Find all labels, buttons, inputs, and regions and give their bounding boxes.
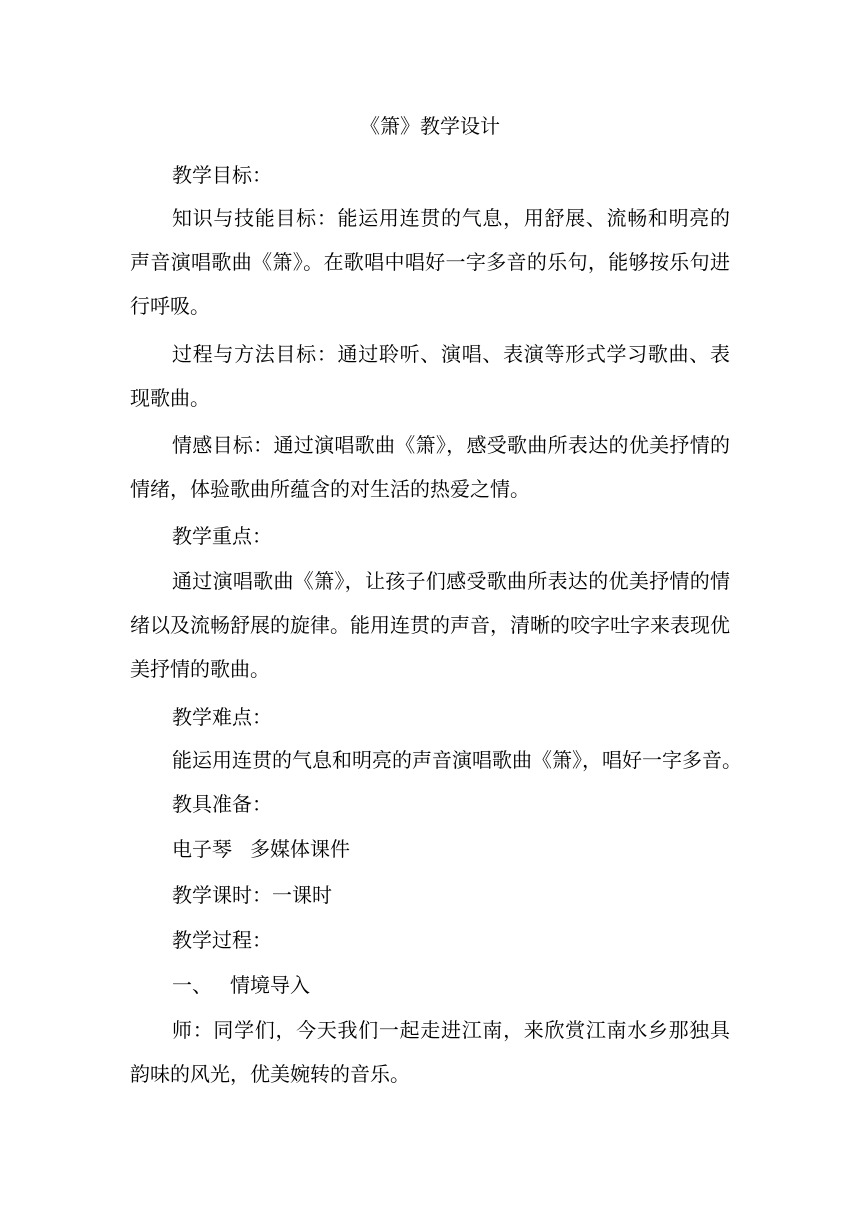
tools-heading: 教具准备： [172, 792, 272, 816]
tools-list [130, 827, 730, 871]
process-heading: 教学过程： [172, 928, 272, 952]
teacher-intro-text: 师：同学们，今天我们一起走进江南，来欣赏江南水乡那独具韵味的风光，优美婉转的音乐。 [130, 1018, 730, 1086]
keypoint-text: 通过演唱歌曲《箫》，让孩子们感受歌曲所表达的优美抒情的情绪以及流畅舒展的旋律。能用连贯的声音，清晰的咬字吐字来表现优美抒情的歌曲。 [130, 569, 730, 681]
tools-item-multimedia: 多媒体课件 [250, 837, 350, 861]
document-title: 《箫》教学设计 [360, 114, 500, 138]
section-number: 一、 [172, 973, 212, 997]
tools-item-keyboard: 电子琴 [172, 837, 232, 861]
objectives-heading: 教学目标： [172, 163, 272, 187]
section-title: 情境导入 [230, 973, 310, 997]
objective-knowledge: 知识与技能目标：能运用连贯的气息，用舒展、流畅和明亮的声音演唱歌曲《箫》。在歌唱中唱好一字多音的乐句，能够按乐句进行呼吸。 [130, 206, 730, 318]
objective-process: 过程与方法目标：通过聆听、演唱、表演等形式学习歌曲、表现歌曲。 [130, 342, 730, 410]
difficulty-heading: 教学难点： [172, 705, 272, 729]
difficulty-text: 能运用连贯的气息和明亮的声音演唱歌曲《箫》，唱好一字多音。 [172, 748, 742, 772]
section-heading-1 [130, 963, 730, 1007]
objective-emotion: 情感目标：通过演唱歌曲《箫》，感受歌曲所表达的优美抒情的情绪，体验歌曲所蕴含的对生活的热爱之情。 [130, 433, 730, 501]
keypoint-heading: 教学重点： [172, 524, 272, 548]
class-hours: 教学课时：一课时 [172, 883, 332, 907]
